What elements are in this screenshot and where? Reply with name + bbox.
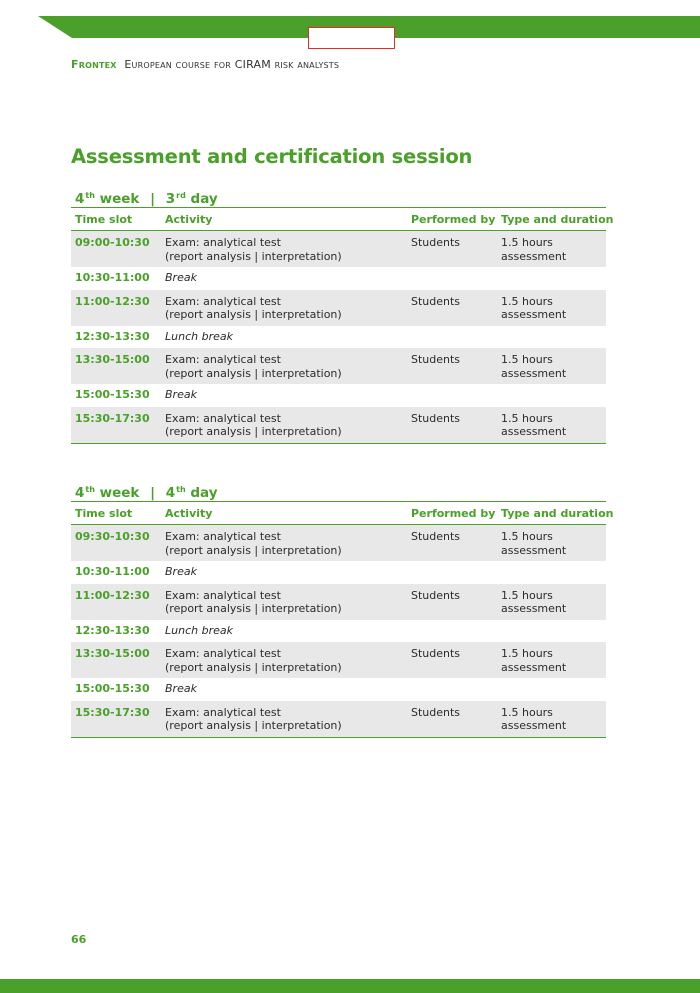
table-row: [71, 701, 606, 738]
time-slot: 09:00-10:30: [71, 231, 161, 268]
page-number: 66: [71, 933, 87, 946]
activity: Lunch break: [161, 326, 407, 349]
table-header-row: [71, 502, 606, 525]
table-row: [71, 384, 606, 407]
time-slot: 15:00-15:30: [71, 384, 161, 407]
day-heading: 4th week | 3rd day: [71, 186, 606, 208]
activity: Exam: analytical test (report analysis | interpretation): [161, 701, 407, 738]
column-header-activity: Activity: [161, 208, 407, 231]
running-header: [71, 58, 339, 71]
time-slot: 13:30-15:00: [71, 348, 161, 384]
column-header-type-duration: Type and duration: [497, 502, 606, 525]
table-row: [71, 584, 606, 620]
time-slot: 11:00-12:30: [71, 584, 161, 620]
page-title: Assessment and certification session: [71, 145, 473, 168]
activity: Exam: analytical test (report analysis | interpretation): [161, 584, 407, 620]
time-slot: 10:30-11:00: [71, 561, 161, 584]
header-course-title: European course for CIRAM risk analysts: [124, 58, 340, 71]
time-slot: 12:30-13:30: [71, 326, 161, 349]
activity: Break: [161, 561, 407, 584]
table-row: [71, 642, 606, 678]
table-row: [71, 231, 606, 268]
performed-by: Students: [407, 290, 497, 326]
type-duration: 1.5 hours assessment: [497, 642, 606, 678]
activity: Exam: analytical test (report analysis | interpretation): [161, 290, 407, 326]
performed-by: Students: [407, 701, 497, 738]
column-header-type-duration: Type and duration: [497, 208, 606, 231]
table-row: [71, 561, 606, 584]
performed-by: Students: [407, 642, 497, 678]
type-duration: 1.5 hours assessment: [497, 290, 606, 326]
schedule-section-day-3: [71, 186, 614, 444]
time-slot: 13:30-15:00: [71, 642, 161, 678]
schedule-table: [71, 502, 614, 738]
table-header-row: [71, 208, 606, 231]
time-slot: 09:30-10:30: [71, 525, 161, 562]
table-row: [71, 326, 606, 349]
type-duration: 1.5 hours assessment: [497, 525, 606, 562]
type-duration: 1.5 hours assessment: [497, 584, 606, 620]
header-marker-box: [308, 27, 395, 49]
type-duration: 1.5 hours assessment: [497, 231, 606, 268]
activity: Break: [161, 384, 407, 407]
activity: Exam: analytical test (report analysis | interpretation): [161, 525, 407, 562]
time-slot: 11:00-12:30: [71, 290, 161, 326]
activity: Break: [161, 267, 407, 290]
type-duration: 1.5 hours assessment: [497, 348, 606, 384]
table-row: [71, 407, 606, 444]
performed-by: Students: [407, 407, 497, 444]
bottom-green-band: [0, 979, 700, 993]
performed-by: Students: [407, 584, 497, 620]
header-brand: Frontex: [71, 58, 117, 71]
activity: Break: [161, 678, 407, 701]
performed-by: Students: [407, 348, 497, 384]
activity: Exam: analytical test (report analysis | interpretation): [161, 407, 407, 444]
activity: Lunch break: [161, 620, 407, 643]
column-header-activity: Activity: [161, 502, 407, 525]
schedule-section-day-4: [71, 480, 614, 738]
column-header-performed-by: Performed by: [407, 502, 497, 525]
time-slot: 15:30-17:30: [71, 407, 161, 444]
activity: Exam: analytical test (report analysis | interpretation): [161, 642, 407, 678]
time-slot: 15:30-17:30: [71, 701, 161, 738]
table-row: [71, 348, 606, 384]
column-header-performed-by: Performed by: [407, 208, 497, 231]
table-row: [71, 290, 606, 326]
table-row: [71, 620, 606, 643]
type-duration: 1.5 hours assessment: [497, 701, 606, 738]
table-row: [71, 267, 606, 290]
time-slot: 12:30-13:30: [71, 620, 161, 643]
type-duration: 1.5 hours assessment: [497, 407, 606, 444]
column-header-time-slot: Time slot: [71, 208, 161, 231]
day-heading: 4th week | 4th day: [71, 480, 606, 502]
schedule-table: [71, 208, 614, 444]
performed-by: Students: [407, 525, 497, 562]
activity: Exam: analytical test (report analysis | interpretation): [161, 231, 407, 268]
activity: Exam: analytical test (report analysis | interpretation): [161, 348, 407, 384]
time-slot: 15:00-15:30: [71, 678, 161, 701]
column-header-time-slot: Time slot: [71, 502, 161, 525]
table-row: [71, 525, 606, 562]
table-row: [71, 678, 606, 701]
performed-by: Students: [407, 231, 497, 268]
time-slot: 10:30-11:00: [71, 267, 161, 290]
